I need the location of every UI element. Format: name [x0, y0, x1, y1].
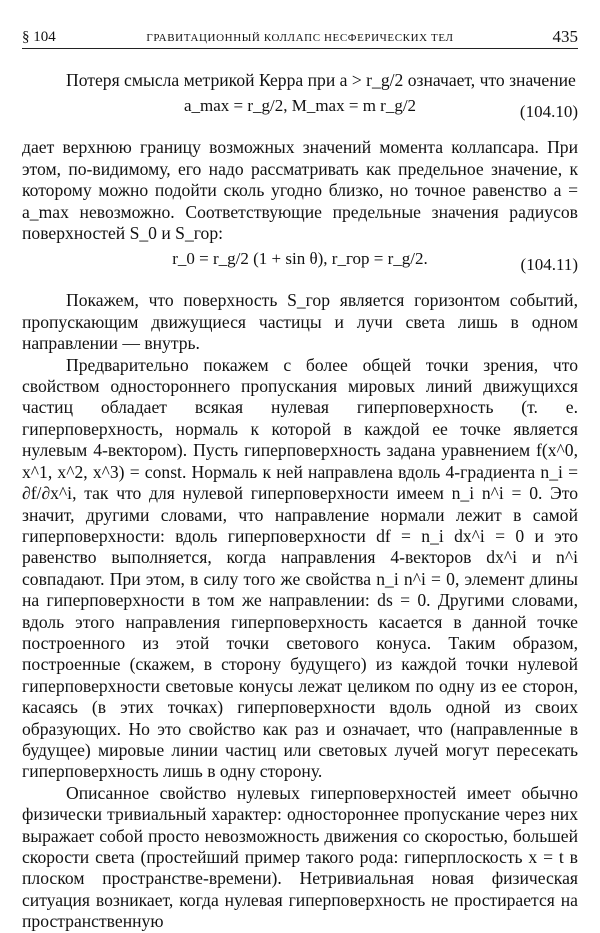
paragraph-5: Описанное свойство нулевых гиперповерхностей имеет обычно физически тривиальный характер: одностороннее пропускание через них выражает собой просто невозможность движения со скоростью, большей скорости света (простейший пример такого рода: гиперплоскость x = t в плоском пространстве-времени). Нетривиальная новая физическая ситуация возникает, когда нулевая гиперповерхность не простирается на пространственную [22, 782, 578, 932]
equation-number: (104.11) [520, 255, 578, 275]
running-header [22, 26, 578, 49]
chapter-title: ГРАВИТАЦИОННЫЙ КОЛЛАПС НЕСФЕРИЧЕСКИХ ТЕЛ [146, 32, 454, 44]
section-number: § 104 [22, 29, 56, 45]
equation-104-11 [22, 244, 578, 290]
paragraph-3: Покажем, что поверхность S_гор является горизонтом событий, пропускающим движущиеся частицы и лучи света лишь в одном направлении — внутрь. [22, 290, 578, 354]
paragraph-2: дает верхнюю границу возможных значений момента коллапсара. При этом, по-видимому, его надо рассматривать как предельное значение, к которому можно подойти сколь угодно близко, но точное равенство a = a_max невозможно. Соответствующие предельные значения радиусов поверхностей S_0 и S_гор: [22, 137, 578, 244]
equation-104-10 [22, 91, 578, 137]
paragraph-1: Потеря смысла метрикой Керра при a > r_g/2 означает, что значение [66, 70, 576, 90]
equation-number: (104.10) [519, 102, 578, 122]
equation-expression: r_0 = r_g/2 (1 + sin θ), r_гор = r_g/2. [172, 249, 428, 269]
paragraph-4: Предварительно покажем с более общей точки зрения, что свойством одностороннего пропускания мировых линий движущихся частиц обладает всякая нулевая гиперповерхность (т. е. гиперповерхность, нормаль к которой в каждой ее точке является нулевым 4-вектором). Пусть гиперповерхность задана уравнением f(x^0, x^1, x^2, x^3) = const. Нормаль к ней направлена вдоль 4-градиента n_i = ∂f/∂x^i, так что для нулевой гиперповерхности имеем n_i n^i = 0. Это значит, другими словами, что направление нормали лежит в самой гиперповерхности: вдоль гиперповерхности df = n_i dx^i = 0 и это равенство выполняется, когда направления 4-векторов dx^i и n^i совпадают. При этом, в силу того же свойства n_i n^i = 0, элемент длины на гиперповерхности в том же направлении: ds = 0. Другими словами, вдоль этого направления гиперповерхность касается в данной точке построенного из этой точки светового конуса. Таким образом, построенные (скажем, в сторону будущего) из каждой точки нулевой гиперповерхности световые конусы лежат целиком по одну из ее сторон, касаясь (в этих точках) гиперповерхности вдоль одной из своих образующих. Но это свойство как раз и означает, что (направленные в будущее) мировые линии частиц или световых лучей могут пересекать гиперповерхность лишь в одну сторону. [22, 354, 578, 782]
page-number: 435 [552, 27, 578, 46]
equation-expression: a_max = r_g/2, M_max = m r_g/2 [183, 96, 417, 116]
page-body [22, 70, 578, 933]
